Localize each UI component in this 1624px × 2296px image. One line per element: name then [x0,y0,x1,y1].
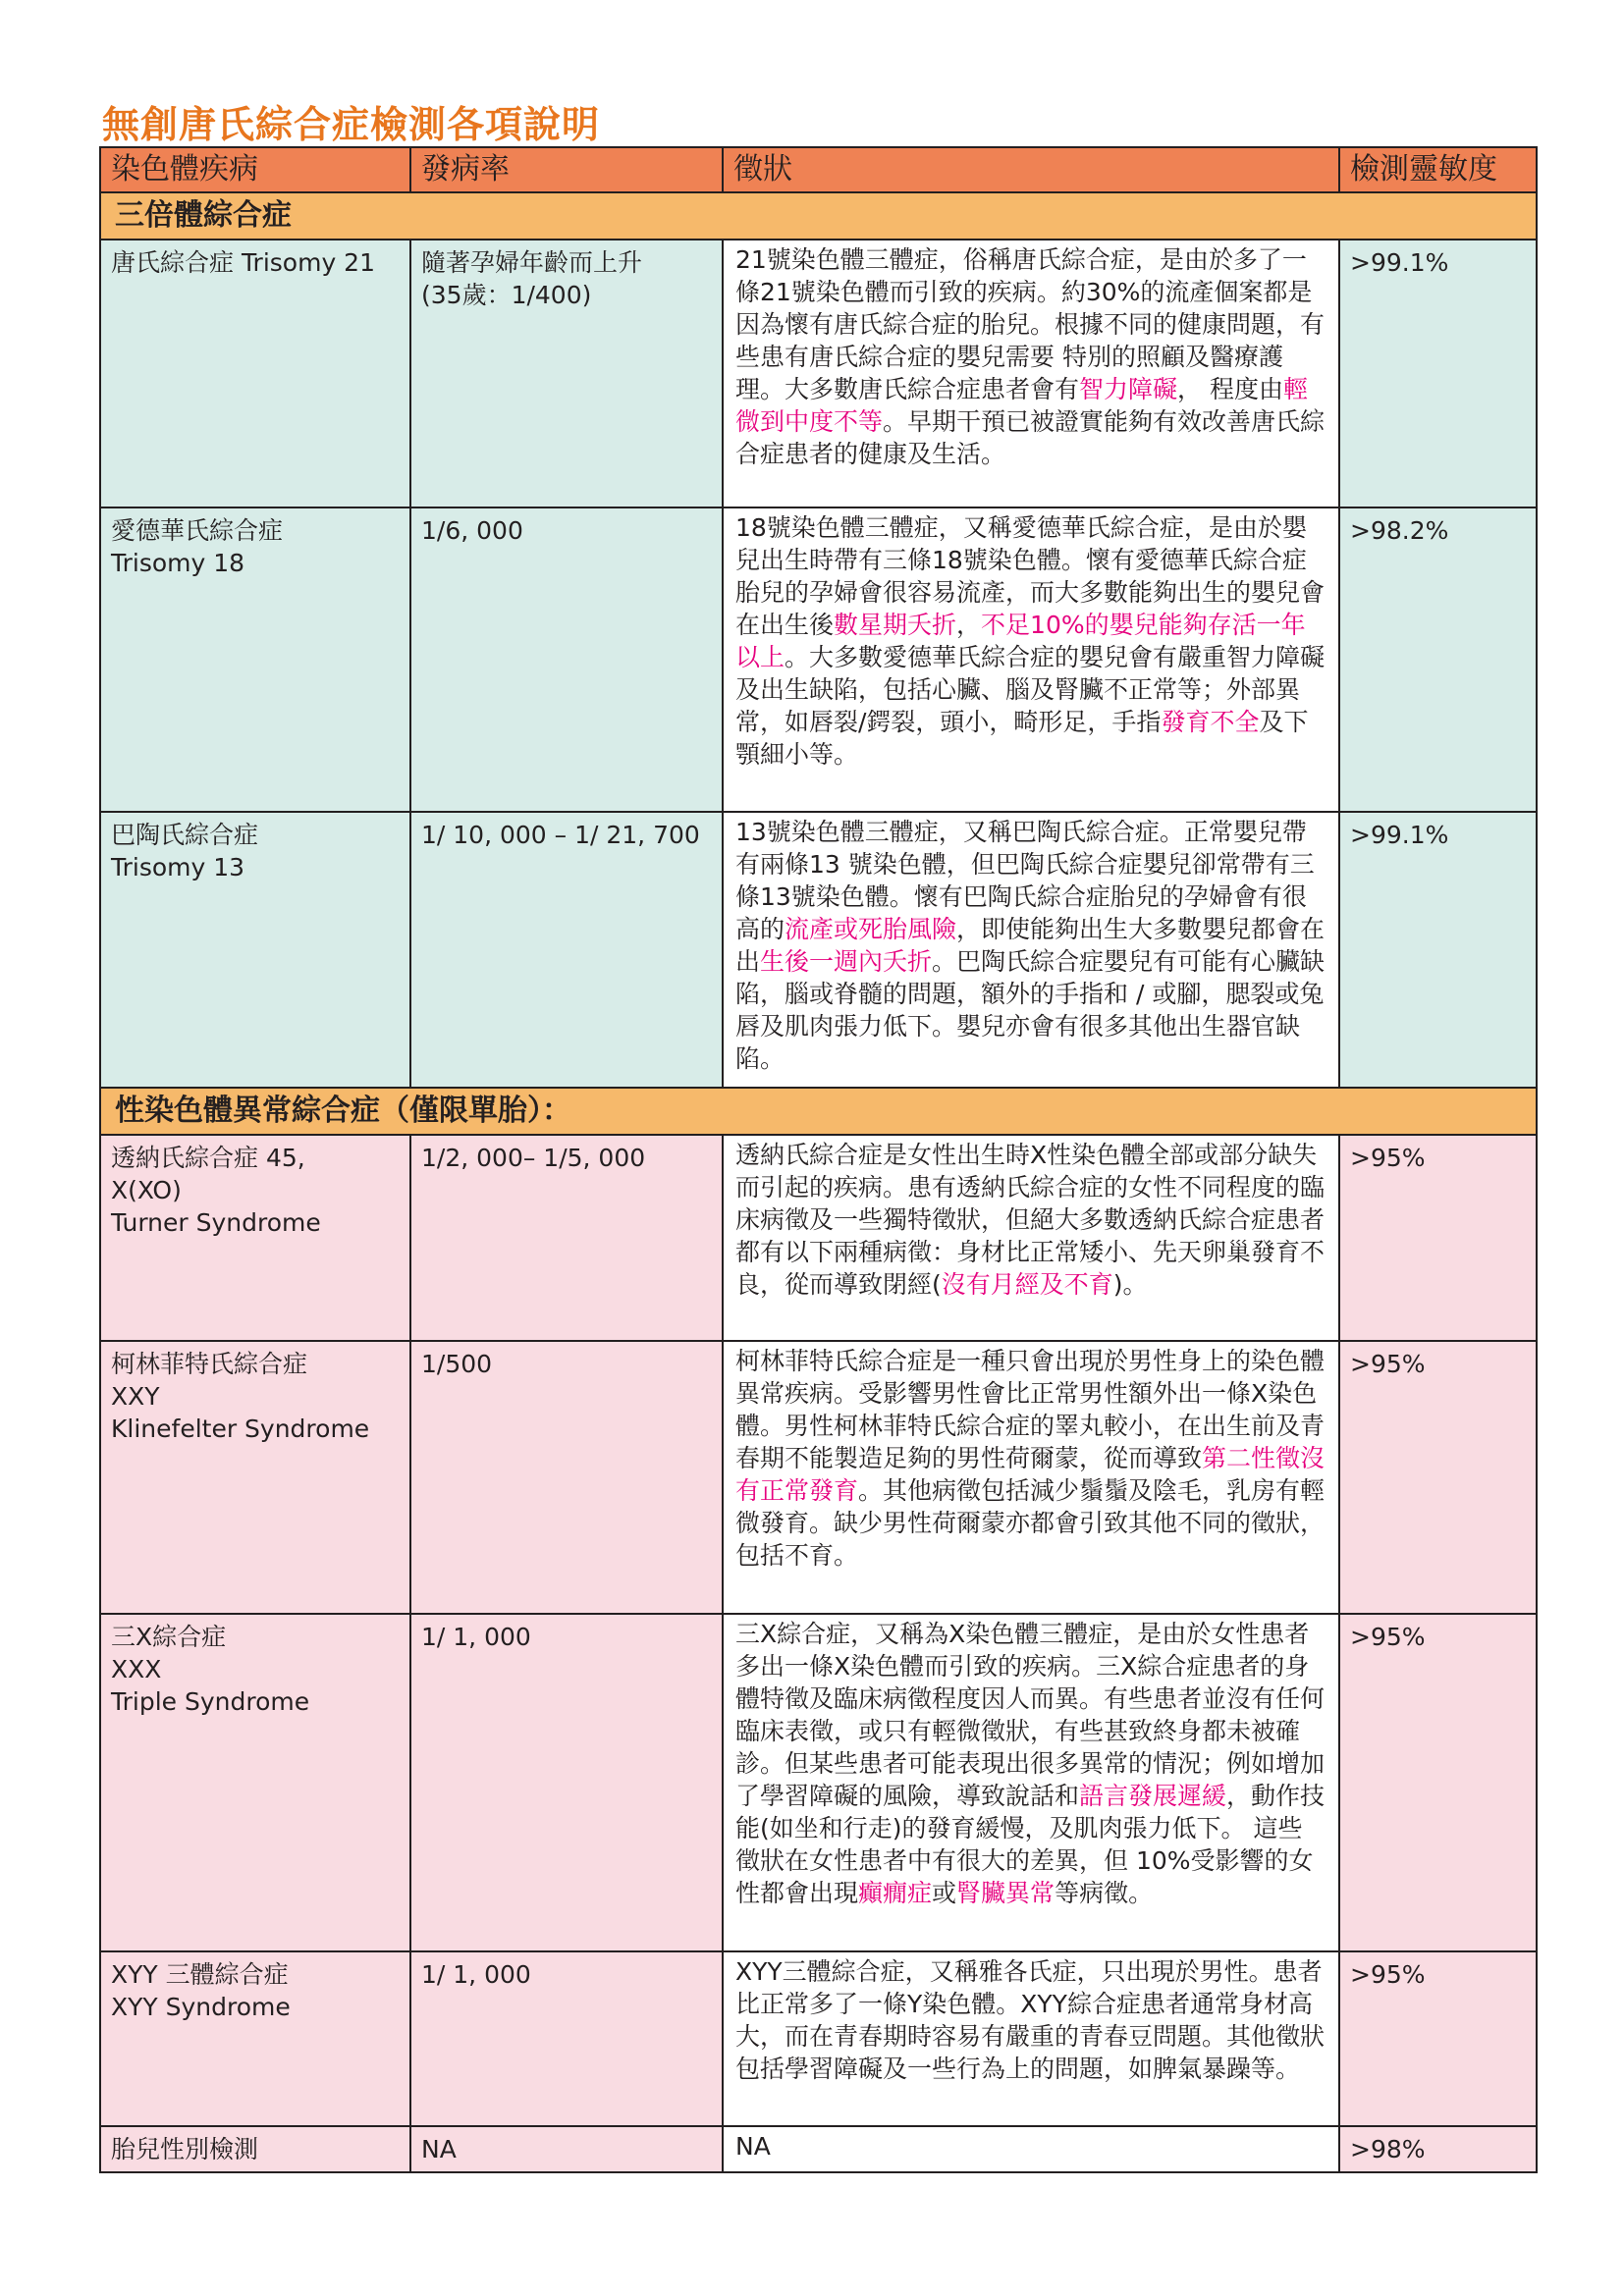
highlighted-text: 不足10%的嬰兒能夠存活一年以上 [735,611,1306,671]
cell-line: Trisomy 13 [111,853,245,881]
description-text: 18號染色體三體症，又稱愛德華氏綜合症，是由於嬰兒出生時帶有三條18號染色體。懷有愛德華氏綜合症胎兒的孕婦會很容易流產，而大多數能夠出生的嬰兒會在出生後 [735,513,1326,639]
table-row [100,2126,1537,2172]
description-text: )。 [1112,1270,1148,1299]
disease-name [100,240,410,507]
incidence-rate [410,1135,723,1341]
disease-name [100,812,410,1088]
section-title: 三倍體綜合症 [100,192,1537,240]
incidence-rate [410,1951,723,2126]
table-row [100,507,1537,812]
symptom-description [723,1341,1339,1614]
cell-line: Turner Syndrome [111,1208,321,1237]
table-row [100,812,1537,1088]
description-text: 。早期干預已被證實能夠有效改善唐氏綜合症患者的健康及生活。 [735,407,1326,468]
cell-line: 透納氏綜合症 45, [111,1144,305,1172]
cell-line: NA [421,2135,457,2163]
description-text: ， 程度由 [1177,375,1283,403]
header-sensitivity: 檢測靈敏度 [1339,147,1537,192]
table-body [100,192,1537,2172]
cell-line: Trisomy 18 [111,549,245,577]
incidence-rate [410,2126,723,2172]
detection-sensitivity: >95% [1339,1341,1537,1614]
symptom-description [723,1135,1339,1341]
highlighted-text: 生後一週內夭折 [760,947,933,976]
cell-line: 1/ 1, 000 [421,1960,531,1989]
header-symptoms: 徵狀 [723,147,1339,192]
highlighted-text: 數星期夭折 [834,611,957,639]
table-row [100,1614,1537,1951]
cell-line: Triple Syndrome [111,1687,310,1716]
detection-sensitivity: >95% [1339,1951,1537,2126]
highlighted-text: 智力障礙 [1079,375,1178,403]
cell-line: 柯林菲特氏綜合症 [111,1350,308,1378]
cell-line: 唐氏綜合症 Trisomy 21 [111,248,375,277]
cell-line: 胎兒性別檢測 [111,2135,259,2163]
description-text: 及下顎細小等。 [735,708,1309,769]
cell-line: 愛德華氏綜合症 [111,516,284,545]
cell-line: 三X綜合症 [111,1623,227,1651]
highlighted-text: 第二性徵沒有正常發育 [735,1444,1326,1505]
description-text: 。其他病徵包括減少鬚鬚及陰毛，乳房有輕微發育。缺少男性荷爾蒙亦都會引致其他不同的徵狀，包括不育。 [735,1476,1326,1570]
highlighted-text: 癲癇症 [858,1879,933,1907]
detection-sensitivity: >98.2% [1339,507,1537,812]
table-row [100,1135,1537,1341]
highlighted-text: 腎臟異常 [956,1879,1056,1907]
incidence-rate [410,1614,723,1951]
symptom-description [723,240,1339,507]
cell-line: (35歲：1/400) [421,281,592,309]
description-text: NA [735,2132,771,2161]
description-text: 。巴陶氏綜合症嬰兒有可能有心臟缺陷，腦或脊髓的問題，額外的手指和 / 或腳，腮裂或兔唇及肌肉張力低下。嬰兒亦會有很多其他出生器官缺陷。 [735,947,1326,1073]
description-text: 13號染色體三體症，又稱巴陶氏綜合症。正常嬰兒帶有兩條13 號染色體，但巴陶氏綜合症嬰兒卻常帶有三條13號染色體。懷有巴陶氏綜合症胎兒的孕婦會有很高的 [735,818,1315,943]
detection-sensitivity: >95% [1339,1614,1537,1951]
table-row [100,1951,1537,2126]
cell-line: 1/ 1, 000 [421,1623,531,1651]
description-text: XYY三體綜合症，又稱雅各氏症，只出現於男性。患者比正常多了一條Y染色體。XYY綜合症患者通常身材高大，而在青春期時容易有嚴重的青春豆問題。其他徵狀包括學習障礙及一些行為上的問題，如脾氣暴躁等。 [735,1957,1326,2083]
incidence-rate [410,1341,723,1614]
cell-line: 1/ 10, 000 – 1/ 21, 700 [421,821,700,849]
symptom-description [723,507,1339,812]
description-text: ，動作技能(如坐和行走)的發育緩慢，及肌肉張力低下。 這些徵狀在女性患者中有很大的差異，但 10%受影響的女性都會出現 [735,1782,1326,1907]
symptom-description [723,812,1339,1088]
cell-line: XYY Syndrome [111,1993,291,2021]
description-text: ，即使能夠出生大多數嬰兒都會在出 [735,915,1326,976]
highlighted-text: 語言發展遲緩 [1079,1782,1227,1810]
section-row-trisomy [100,192,1537,240]
cell-line: XXX [111,1655,162,1683]
section-title: 性染色體異常綜合症（僅限單胎）： [100,1088,1537,1135]
cell-line: 1/6, 000 [421,516,523,545]
section-row-sex-chromosome [100,1088,1537,1135]
symptom-description [723,1614,1339,1951]
disease-name [100,1341,410,1614]
cell-line: 隨著孕婦年齡而上升 [421,248,643,277]
detection-sensitivity: >99.1% [1339,812,1537,1088]
disease-table [99,146,1538,2173]
header-disease: 染色體疾病 [100,147,410,192]
header-incidence: 發病率 [410,147,723,192]
description-text: 。大多數愛德華氏綜合症的嬰兒會有嚴重智力障礙及出生缺陷，包括心臟、腦及腎臟不正常等；外部異常，如唇裂/鍔裂，頭小，畸形足，手指 [735,643,1326,736]
cell-line: X(XO) [111,1176,182,1204]
detection-sensitivity: >98% [1339,2126,1537,2172]
highlighted-text: 發育不全 [1161,708,1260,736]
cell-line: XXY [111,1382,160,1411]
detection-sensitivity: >95% [1339,1135,1537,1341]
cell-line: 1/2, 000– 1/5, 000 [421,1144,646,1172]
cell-line: Klinefelter Syndrome [111,1415,370,1443]
highlighted-text: 沒有月經及不育 [941,1270,1113,1299]
incidence-rate [410,240,723,507]
description-text: 等病徵。 [1055,1879,1154,1907]
table-row [100,240,1537,507]
table-header-row [100,147,1537,192]
cell-line: 巴陶氏綜合症 [111,821,259,849]
description-text: ， [956,611,982,639]
highlighted-text: 輕微到中度不等 [735,375,1308,436]
disease-name [100,1614,410,1951]
incidence-rate [410,812,723,1088]
disease-name [100,1135,410,1341]
description-text: 或 [932,1879,957,1907]
disease-name [100,507,410,812]
page-title: 無創唐氏綜合症檢測各項說明 [102,103,601,146]
symptom-description [723,1951,1339,2126]
detection-sensitivity: >99.1% [1339,240,1537,507]
description-text: 三X綜合症，又稱為X染色體三體症，是由於女性患者多出一條X染色體而引致的疾病。三X綜合症患者的身體特徵及臨床病徵程度因人而異。有些患者並沒有任何臨床表徵，或只有輕微徵狀，有些甚致終身都未被確診。但某些患者可能表現出很多異常的情況；例如增加了學習障礙的風險，導致說話和 [735,1620,1326,1810]
cell-line: XYY 三體綜合症 [111,1960,289,1989]
incidence-rate [410,507,723,812]
description-text: 透納氏綜合症是女性出生時X性染色體全部或部分缺失而引起的疾病。患有透納氏綜合症的女性不同程度的臨床病徵及一些獨特徵狀，但絕大多數透納氏綜合症患者都有以下兩種病徵：身材比正常矮小、先天卵巢發育不良，從而導致閉經( [735,1141,1326,1299]
table-row [100,1341,1537,1614]
disease-name [100,2126,410,2172]
description-text: 柯林菲特氏綜合症是一種只會出現於男性身上的染色體異常疾病。受影響男性會比正常男性額外出一條X染色體。男性柯林菲特氏綜合症的睪丸較小，在出生前及青春期不能製造足夠的男性荷爾蒙，從而導致 [735,1347,1326,1472]
disease-name [100,1951,410,2126]
symptom-description [723,2126,1339,2172]
cell-line: 1/500 [421,1350,493,1378]
description-text: 21號染色體三體症，俗稱唐氏綜合症，是由於多了一條21號染色體而引致的疾病。約30%的流產個案都是因為懷有唐氏綜合症的胎兒。根據不同的健康問題，有些患有唐氏綜合症的嬰兒需要 特別的照顧及醫療護理。大多數唐氏綜合症患者會有 [735,245,1326,403]
highlighted-text: 流產或死胎風險 [785,915,957,943]
